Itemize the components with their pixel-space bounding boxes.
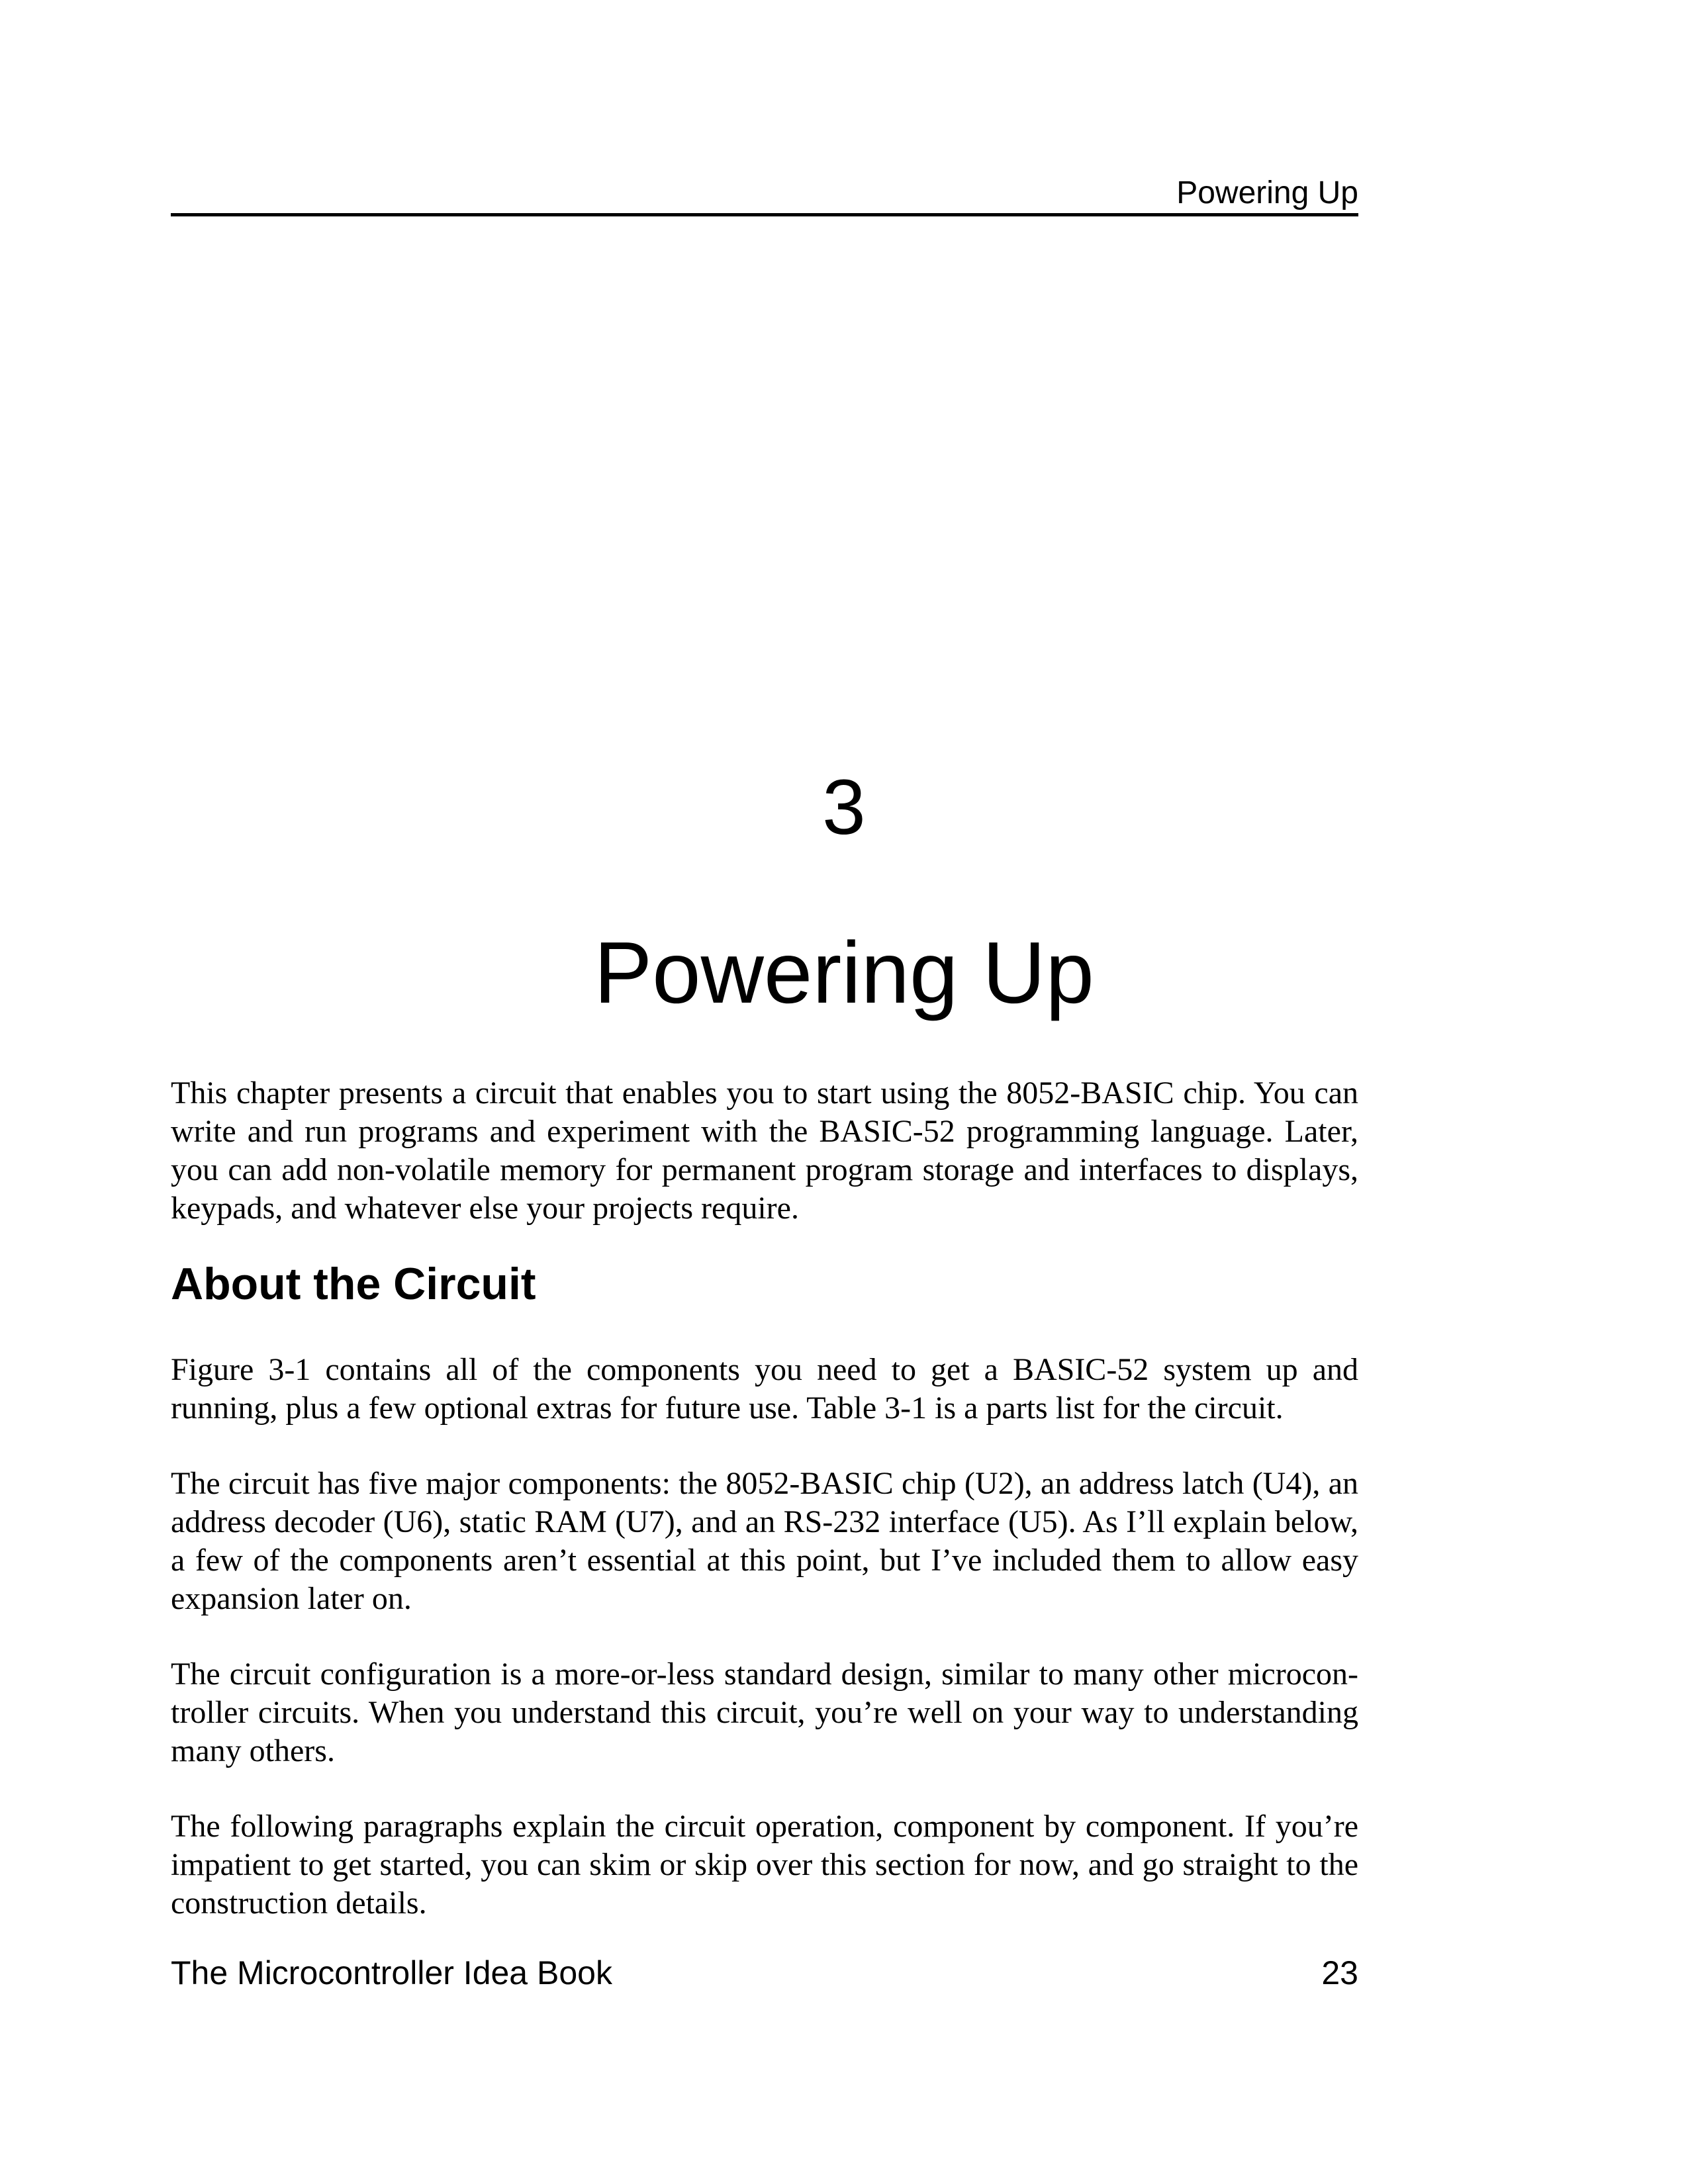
running-header: Powering Up	[1176, 175, 1358, 210]
page-number: 23	[1321, 1954, 1358, 1991]
footer-book-title: The Microcontroller Idea Book	[171, 1954, 612, 1991]
section-heading: About the Circuit	[171, 1259, 536, 1309]
header-rule	[171, 213, 1358, 216]
body-paragraph: The following paragraphs explain the circuit operation, component by component. If you’re impatient to get started, you can skim or skip over this section for now, and go straight to the construction details.	[171, 1809, 1358, 1921]
chapter-number: 3	[822, 764, 866, 851]
chapter-title: Powering Up	[594, 924, 1094, 1021]
body-paragraph: The circuit has five major components: the 8052-BASIC chip (U2), an address latch (U4), an address decoder (U6), static RAM (U7), and an RS-232 interface (U5). As I’ll explain below, a few of the components aren’t essential at this point, but I’ve included them to allow easy expansion later on.	[171, 1466, 1358, 1616]
intro-paragraph: This chapter presents a circuit that enables you to start using the 8052-BASIC chip. You can write and run programs and experiment with the BASIC-52 programming language. Later, you can add non-volatile memory for permanent program storage and interfaces to displays, keypads, and whatever else your projects require.	[171, 1075, 1358, 1226]
body-paragraph: The circuit configuration is a more-or-less standard design, similar to many other microcon-troller circuits. When you understand this circuit, you’re well on your way to understanding many others.	[171, 1657, 1358, 1768]
body-paragraph: Figure 3-1 contains all of the components you need to get a BASIC-52 system up and running, plus a few optional extras for future use. Table 3-1 is a parts list for the circuit.	[171, 1352, 1358, 1426]
